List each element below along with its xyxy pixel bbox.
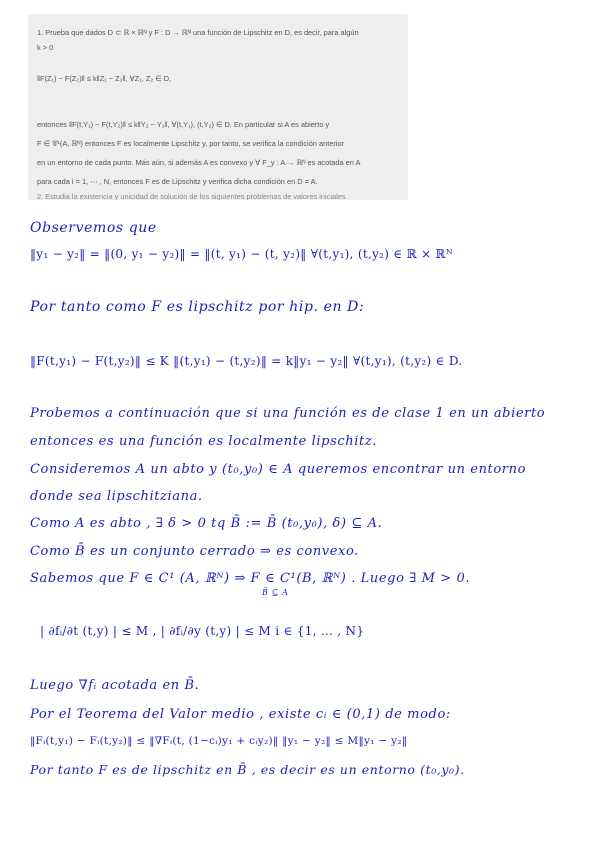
note-line-1: Observemos que [30, 220, 157, 236]
problem-line-5: F ∈ 𝒞¹(A, ℝᴺ) entonces F es localmente Lipschitz y, por tanto, se verifica la condición anterior [37, 139, 345, 148]
note-line-15: ‖Fᵢ(t,y₁) − Fᵢ(t,y₂)‖ ≤ ‖∇Fᵢ(t, (1−cᵢ)y₁ + cᵢy₂)‖ ‖y₁ − y₂‖ ≤ M‖y₁ − y₂‖ [30, 735, 408, 747]
note-line-2: ‖y₁ − y₂‖ = ‖(0, y₁ − y₂)‖ = ‖(t, y₁) − (t, y₂)‖ ∀(t,y₁), (t,y₂) ∈ ℝ × ℝᴺ [30, 247, 453, 261]
note-line-8: donde sea lipschitziana. [30, 489, 203, 504]
note-line-9: Como A es abto , ∃ δ > 0 tq B̄ := B̄ (t₀,y₀), δ) ⊆ A. [30, 516, 383, 531]
problem-line-3: ‖F(Z₁) − F(Z₂)‖ ≤ k‖Z₁ − Z₂‖, ∀Z₁, Z₂ ∈ D, [37, 74, 172, 83]
note-line-14: Por el Teorema del Valor medio , existe cᵢ ∈ (0,1) de modo: [30, 707, 451, 722]
problem-line-4: entonces ‖F(t,Y₁) − F(t,Y₂)‖ ≤ k‖Y₂ − Y₁‖, ∀(t,Y₁), (t,Y₂) ∈ D. En particular si A es abierto y [37, 120, 330, 129]
note-line-10: Como B̄ es un conjunto cerrado ⇒ es convexo. [30, 544, 359, 559]
problem-line-1: 1. Prueba que dados D ⊂ ℝ × ℝᴺ y F : D → ℝᴺ una función de Lipschitz en D, es decir, para algún [37, 28, 359, 37]
note-line-16: Por tanto F es de lipschitz en B̄ , es decir es un entorno (t₀,y₀). [30, 762, 465, 777]
note-line-3: Por tanto como F es lipschitz por hip. en D: [30, 299, 365, 315]
note-line-4: ‖F(t,y₁) − F(t,y₂)‖ ≤ K ‖(t,y₁) − (t,y₂)‖ = k‖y₁ − y₂‖ ∀(t,y₁), (t,y₂) ∈ D. [30, 354, 463, 368]
problem-next-line-cut: 2. Estudia la existencia y unicidad de solución de los siguientes problemas de valores iniciales [37, 192, 346, 200]
note-line-5: Probemos a continuación que si una función es de clase 1 en un abierto [30, 406, 546, 421]
note-line-7: Consideremos A un abto y (t₀,y₀) ∈ A queremos encontrar un entorno [30, 462, 527, 477]
note-line-12: | ∂fᵢ/∂t (t,y) | ≤ M , | ∂fᵢ/∂y (t,y) | ≤ M i ∈ {1, … , N} [40, 624, 365, 638]
note-subscript: B̄ ⊆ A [262, 588, 289, 597]
problem-line-7: para cada i = 1, ⋯ , N, entonces F es de Lipschitz y verifica dicha condición en D = A. [37, 177, 318, 186]
problem-statement [28, 14, 408, 200]
note-line-6: entonces es una función es localmente lipschitz. [30, 434, 377, 449]
note-line-13: Luego ∇fᵢ acotada en B̄. [30, 678, 200, 693]
problem-line-6: en un entorno de cada punto. Más aún, si además A es convexo y ∀ F_y : A → ℝᴺ es acotada en A [37, 158, 361, 167]
problem-line-2: k > 0 [37, 43, 54, 52]
note-line-11: Sabemos que F ∈ C¹ (A, ℝᴺ) ⇒ F ∈ C¹(B, ℝᴺ) . Luego ∃ M > 0. [30, 571, 471, 586]
